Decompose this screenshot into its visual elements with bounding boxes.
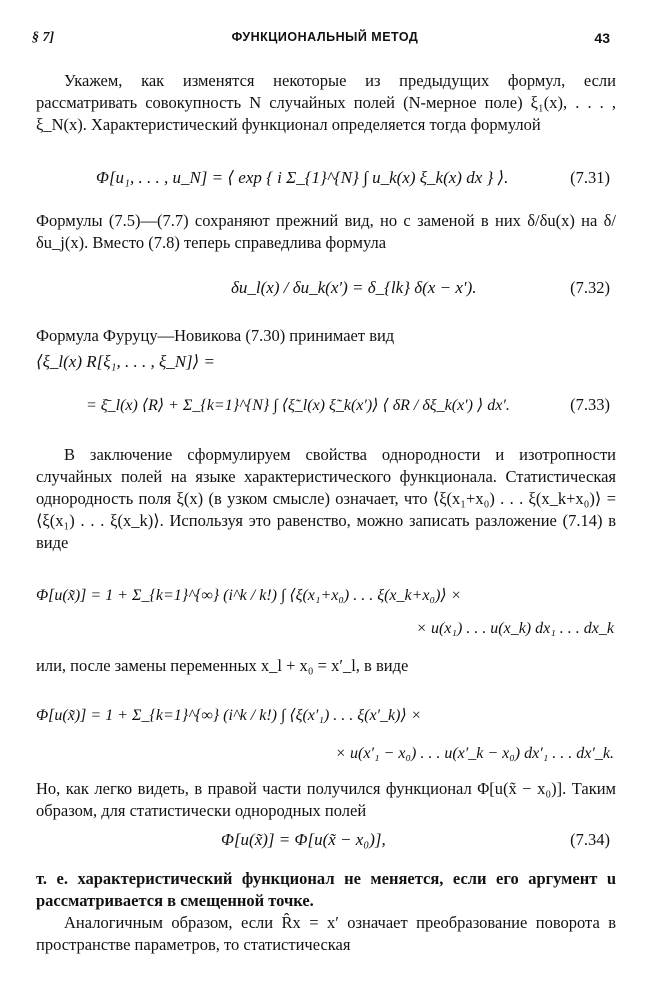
page-number: 43 <box>594 30 610 46</box>
equation-7-31-number: (7.31) <box>570 168 610 187</box>
equation-7-32-body: δu_l(x) / δu_k(x′) = δ_{lk} δ(x − x′). <box>231 278 477 297</box>
equation-7-33 <box>36 395 616 425</box>
equation-7-33-line-1: ⟨ξ_l(x) R[ξ₁, . . . , ξ_N]⟩ = <box>36 352 216 371</box>
equation-7-32 <box>36 278 616 308</box>
paragraph-3: Формула Фуруцу—Новикова (7.30) принимает вид <box>36 326 395 345</box>
paragraph-6: Но, как легко видеть, в правой части получился функционал Φ[u(x̃ − x₀)]. Таким образом, для статистически однородных полей <box>36 779 616 820</box>
equation-7-34-body: Φ[u(x̃)] = Φ[u(x̃ − x₀)], <box>221 830 386 849</box>
paragraph-7: т. е. характеристический функционал не меняется, если его аргумент u рассматривается в смещенной точке. <box>36 869 616 910</box>
paragraph-8: Аналогичным образом, если R̂x = x′ означает преобразование поворота в пространстве параметров, то статистическая <box>36 913 616 954</box>
paragraph-1: Укажем, как изменятся некоторые из предыдущих формул, если рассматривать совокупность N случайных полей (N-мерное поле) ξ₁(x), . . . , ξ_N(x). Характеристический функционал определяется тогда формулой <box>36 71 616 134</box>
equation-7-31-body: Φ[u₁, . . . , u_N] = ⟨ exp { i Σ_{1}^{N} ∫ u_k(x) ξ_k(x) dx } ⟩. <box>96 168 509 187</box>
expansion-2-line-2: × u(x′₁ − x₀) . . . u(x′_k − x₀) dx′₁ . . . dx′_k. <box>335 745 614 762</box>
paragraph-4: В заключение сформулируем свойства однородности и изотропности случайных полей на языке характеристического функционала. Статистическая однородность поля ξ(x) (в узком смысле) означает, что ⟨ξ(x₁+x₀) . . . ξ(x_k+x₀)⟩ = ⟨ξ(x₁) . . . ξ(x_k)⟩. Используя это равенство, можно записать разложение (7.14) в виде <box>36 445 616 552</box>
section-marker: § 7] <box>32 30 55 45</box>
equation-7-32-number: (7.32) <box>570 278 610 297</box>
equation-7-31 <box>36 168 616 198</box>
equation-7-34 <box>36 830 616 860</box>
equation-7-34-number: (7.34) <box>570 830 610 849</box>
equation-7-33-body: = ξ̄_l(x) ⟨R⟩ + Σ_{k=1}^{N} ∫ ⟨ξ̃_l(x) ξ̃_k(x′)⟩ ⟨ δR / δξ_k(x′) ⟩ dx′. <box>86 397 510 414</box>
expansion-1-line-1: Φ[u(x̃)] = 1 + Σ_{k=1}^{∞} (i^k / k!) ∫ ⟨ξ(x₁+x₀) . . . ξ(x_k+x₀)⟩ × <box>36 587 462 604</box>
paragraph-5: или, после замены переменных x_l + x₀ = x′_l, в виде <box>36 656 409 675</box>
expansion-2-line-1: Φ[u(x̃)] = 1 + Σ_{k=1}^{∞} (i^k / k!) ∫ ⟨ξ(x′₁) . . . ξ(x′_k)⟩ × <box>36 707 422 724</box>
paragraph-2: Формулы (7.5)—(7.7) сохраняют прежний вид, но с заменой в них δ/δu(x) на δ/δu_j(x). Вместо (7.8) теперь справедлива формула <box>36 211 616 252</box>
equation-7-33-number: (7.33) <box>570 395 610 414</box>
running-title: ФУНКЦИОНАЛЬНЫЙ МЕТОД <box>231 30 419 44</box>
expansion-1-line-2: × u(x₁) . . . u(x_k) dx₁ . . . dx_k <box>416 620 614 637</box>
